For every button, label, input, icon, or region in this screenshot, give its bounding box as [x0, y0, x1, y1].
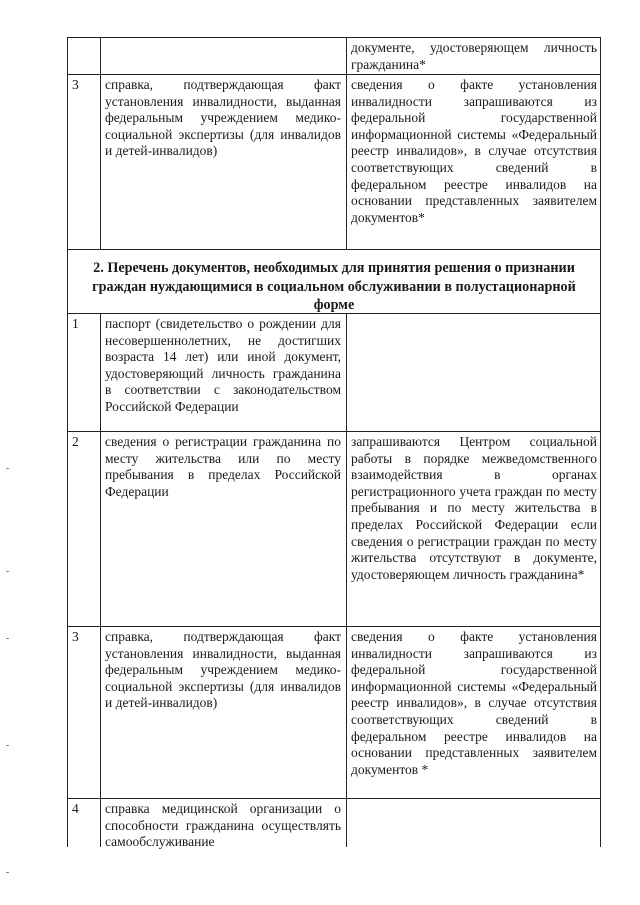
table-rule [67, 431, 601, 432]
scan-mark [6, 745, 9, 746]
note-cell: сведения о факте установления инвалидности запрашиваются из федеральной государственной информационной системы «Федеральный реестр инвалидов», в случае отсутствия соответствующих сведений в федеральном реестре инвалидов на основании представленных заявителем документов * [351, 629, 597, 777]
table-rule [346, 313, 347, 847]
table-rule [67, 249, 68, 313]
table-rule [67, 249, 601, 250]
document-cell: справка, подтверждающая факт установления инвалидности, выданная федеральным учреждением медико-социальной экспертизы (для инвалидов и детей-инвалидов) [105, 77, 341, 159]
table-rule [100, 37, 101, 249]
document-cell: справка, подтверждающая факт установления инвалидности, выданная федеральным учреждением медико-социальной экспертизы (для инвалидов и детей-инвалидов) [105, 629, 341, 711]
note-cell: сведения о факте установления инвалидности запрашиваются из федеральной государственной информационной системы «Федеральный реестр инвалидов», в случае отсутствия соответствующих сведений в федеральном реестре инвалидов на основании представленных заявителем документов* [351, 77, 597, 225]
scan-mark [6, 468, 9, 469]
table-rule [67, 626, 601, 627]
row-number: 2 [72, 434, 79, 449]
table-rule [600, 249, 601, 313]
table-rule [600, 37, 601, 249]
table-rule [67, 798, 601, 799]
scan-mark [6, 571, 9, 572]
row-number: 3 [72, 629, 79, 644]
note-cell: документе, удостоверяющем личность гражданина* [351, 40, 597, 72]
table-rule [600, 313, 601, 847]
table-rule [346, 37, 347, 249]
table-rule [100, 313, 101, 847]
row-number: 4 [72, 801, 79, 816]
document-cell: паспорт (свидетельство о рождении для несовершеннолетних, не достигших возраста 14 лет) или иной документ, удостоверяющий личность гражданина в соответствии с законодательством Российской Федерации [105, 316, 341, 414]
note-cell: запрашиваются Центром социальной работы в порядке межведомственного взаимодействия в органах регистрационного учета граждан по месту пребывания и по месту жительства в пределах Российской Федерации если сведения о регистрации граждан по месту жительства отсутствуют в документе, удостоверяющем личность гражданина* [351, 434, 597, 582]
table-rule [67, 37, 601, 38]
table-rule [67, 313, 68, 847]
document-cell: справка медицинской организации о способности гражданина осуществлять самообслуживание [105, 801, 341, 850]
section-title: 2. Перечень документов, необходимых для принятия решения о признании граждан нуждающимися в социальном обслуживании в полустационарной форме [92, 260, 576, 313]
scan-mark [6, 638, 9, 639]
table-rule [67, 74, 601, 75]
row-number: 3 [72, 77, 79, 92]
scan-mark [6, 872, 9, 873]
document-cell: сведения о регистрации гражданина по месту жительства или по месту пребывания в пределах Российской Федерации [105, 434, 341, 499]
table-rule [67, 37, 68, 249]
row-number: 1 [72, 316, 79, 331]
